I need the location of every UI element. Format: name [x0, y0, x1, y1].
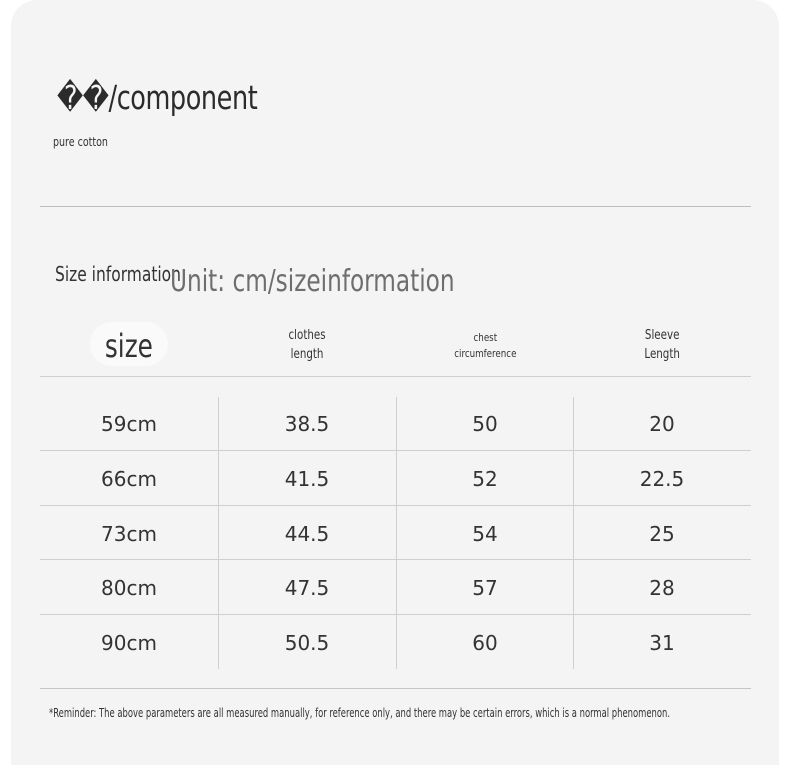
cell-chest: 54	[472, 522, 498, 546]
header-clothes-length	[218, 318, 396, 374]
cell-sleeve: 31	[649, 631, 675, 655]
cell-sleeve: 28	[649, 576, 675, 600]
header-sleeve-label: Sleeve Length	[644, 328, 680, 362]
cell-size: 90cm	[101, 631, 157, 655]
header-clothes-length-label: clothes length	[288, 328, 326, 362]
cell-clothes-length: 50.5	[284, 631, 330, 655]
table-bottom-divider	[40, 688, 751, 689]
cell-clothes-length: 41.5	[284, 467, 330, 491]
section-divider	[40, 206, 751, 207]
cell-sleeve: 22.5	[639, 467, 685, 491]
header-size-label: size	[104, 327, 153, 365]
reminder-note: *Reminder: The above parameters are all measured manually, for reference only, and there may be certain errors, which is a normal phenomenon.	[49, 706, 671, 720]
cell-clothes-length: 38.5	[284, 412, 330, 436]
cell-size: 66cm	[101, 467, 157, 491]
row-divider	[40, 505, 751, 506]
cell-chest: 52	[472, 467, 498, 491]
material-text: pure cotton	[53, 135, 108, 149]
cell-sleeve: 20	[649, 412, 675, 436]
cell-size: 73cm	[101, 522, 157, 546]
row-divider	[40, 559, 751, 560]
header-sleeve-length	[573, 318, 751, 374]
cell-sleeve: 25	[649, 522, 675, 546]
cell-clothes-length: 47.5	[284, 576, 330, 600]
cell-chest: 57	[472, 576, 498, 600]
component-title: ��/component	[57, 78, 258, 117]
cell-size: 80cm	[101, 576, 157, 600]
size-information-label: Size information	[55, 262, 181, 286]
cell-chest: 50	[472, 412, 498, 436]
cell-chest: 60	[472, 631, 498, 655]
row-divider	[40, 614, 751, 615]
cell-size: 59cm	[101, 412, 157, 436]
header-divider	[40, 376, 751, 377]
unit-label: Unit: cm/sizeinformation	[170, 264, 455, 299]
header-chest-circumference	[396, 318, 574, 374]
header-chest-label: chest circumference	[453, 331, 517, 360]
header-size	[40, 318, 218, 374]
row-divider	[40, 450, 751, 451]
cell-clothes-length: 44.5	[284, 522, 330, 546]
